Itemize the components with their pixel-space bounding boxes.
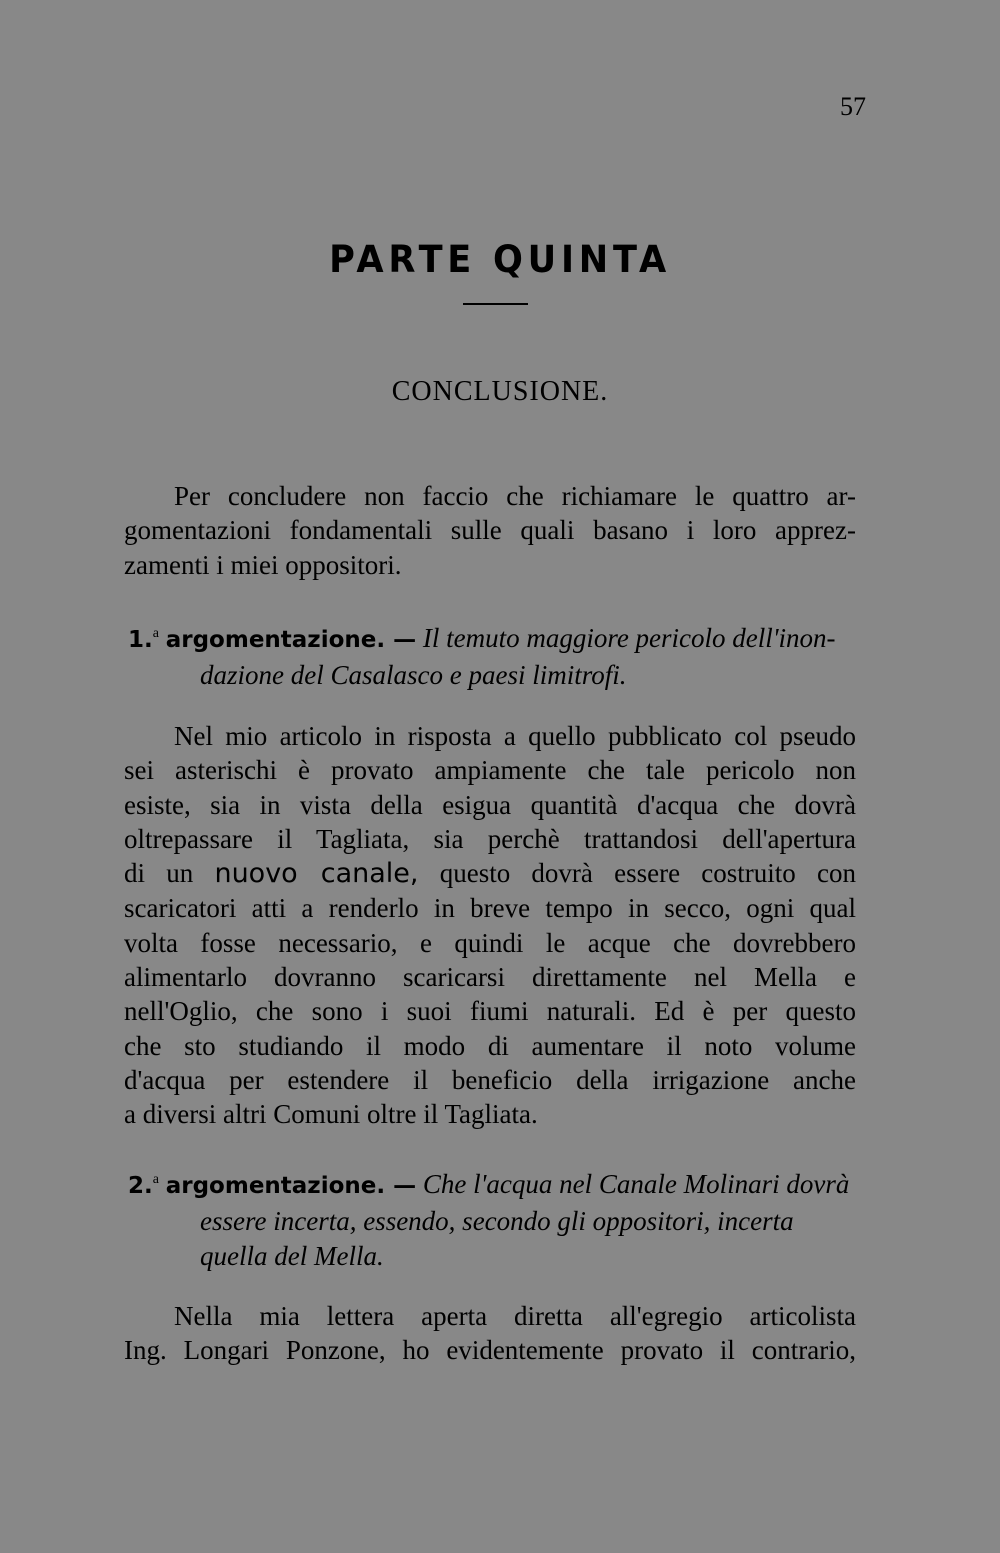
argument-2-label: argomentazione. — <box>165 1173 417 1199</box>
argument-2 <box>128 1162 860 1274</box>
paragraph-fragment: questo dovrà essere costruito con <box>439 858 856 889</box>
paragraph-line: nell'Oglio, che sono i suoi fiumi naturali. Ed è per questo <box>124 996 856 1027</box>
paragraph-1 <box>124 719 856 1132</box>
paragraph-2 <box>124 1299 856 1368</box>
section-title: CONCLUSIONE. <box>391 376 609 407</box>
argument-2-text-cont: quella del Mella. <box>200 1241 384 1271</box>
argument-1 <box>128 616 860 693</box>
paragraph-line: Nella mia lettera aperta diretta all'egregio articolista <box>174 1301 856 1331</box>
paragraph-line: sei asterischi è provato ampiamente che tale pericolo non <box>124 755 856 786</box>
argument-2-sup: a <box>152 1172 159 1187</box>
emphasized-phrase: nuovo canale, <box>214 858 419 890</box>
part-title: PARTE QUINTA <box>329 238 671 281</box>
intro-line: Per concludere non faccio che richiamare le quattro ar- <box>174 481 856 511</box>
argument-2-text-cont: essere incerta, essendo, secondo gli oppositori, incerta <box>200 1206 794 1236</box>
argument-1-label: argomentazione. — <box>165 627 417 653</box>
paragraph-line: d'acqua per estendere il beneficio della irrigazione anche <box>124 1064 856 1095</box>
argument-1-text: Il temuto maggiore pericolo dell'inon- <box>422 623 836 653</box>
intro-line: zamenti i miei oppositori. <box>124 549 402 580</box>
paragraph-line: Ing. Longari Ponzone, ho evidentemente provato il contrario, <box>124 1335 856 1366</box>
paragraph-line: alimentarlo dovranno scaricarsi direttamente nel Mella e <box>124 962 856 993</box>
paragraph-line: che sto studiando il modo di aumentare il noto volume <box>124 1030 856 1061</box>
paragraph-line <box>124 856 856 891</box>
argument-1-number: 1. <box>128 627 153 653</box>
argument-1-sup: a <box>152 626 159 641</box>
intro-line: gomentazioni fondamentali sulle quali basano i loro apprez- <box>124 515 856 546</box>
paragraph-line: scaricatori atti a renderlo in breve tempo in secco, ogni qual <box>124 893 856 924</box>
paragraph-line: Nel mio articolo in risposta a quello pubblicato col pseudo <box>174 721 856 751</box>
page-number: 57 <box>840 92 866 121</box>
argument-2-text: Che l'acqua nel Canale Molinari dovrà <box>422 1169 850 1199</box>
paragraph-fragment: di un <box>124 858 194 889</box>
title-rule <box>463 303 528 305</box>
argument-1-text-cont: dazione del Casalasco e paesi limitrofi. <box>200 660 627 690</box>
argument-2-number: 2. <box>128 1173 153 1199</box>
paragraph-line: esiste, sia in vista della esigua quantità d'acqua che dovrà <box>124 789 856 820</box>
intro-paragraph <box>124 479 856 582</box>
paragraph-line: oltrepassare il Tagliata, sia perchè trattandosi dell'apertura <box>124 823 856 854</box>
paragraph-line: a diversi altri Comuni oltre il Tagliata. <box>124 1099 538 1130</box>
paragraph-line: volta fosse necessario, e quindi le acque che dovrebbero <box>124 927 856 958</box>
